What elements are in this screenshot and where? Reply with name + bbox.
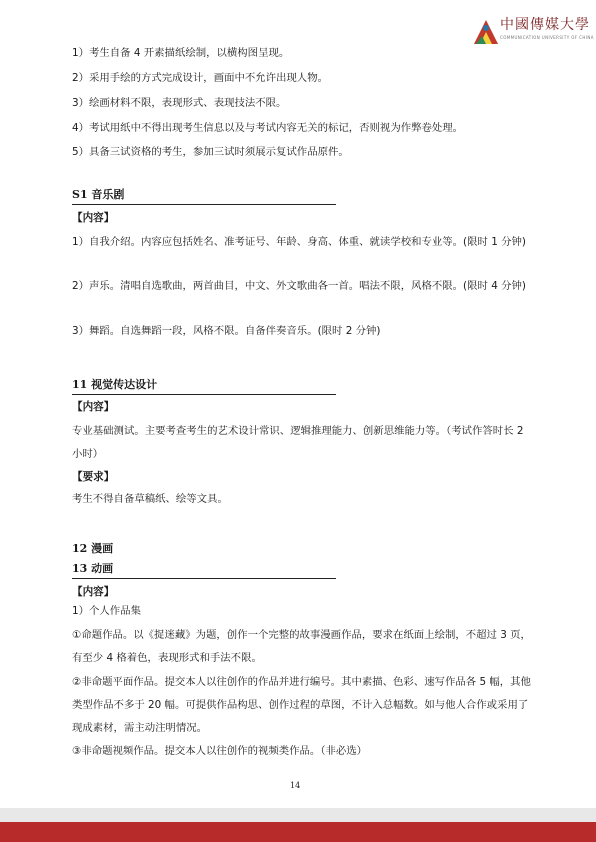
content-label: 【内容】 [72,586,115,598]
content-label: 【内容】 [72,212,115,224]
list-item: ③非命题视频作品。提交本人以往创作的视频类作品。（非必选） [72,745,368,757]
section-divider [72,578,336,579]
page-number: 14 [290,781,301,790]
section-divider [72,204,336,205]
list-item: 2）采用手绘的方式完成设计，画面中不允许出现人物。 [72,72,328,84]
footer-band-red [0,822,596,842]
content-text: 专业基础测试。主要考查考生的艺术设计常识、逻辑推理能力、创新思维能力等。（考试作答时长 2 小时） [72,425,524,460]
list-item: 5）具备三试资格的考生，参加三试时须展示复试作品原件。 [72,146,349,158]
require-text: 考生不得自备草稿纸、绘等文具。 [72,493,228,505]
section-heading-s1: S1 音乐剧 [72,188,125,201]
footer-band-gray [0,808,596,822]
list-item: ①命题作品。以《捉迷藏》为题，创作一个完整的故事漫画作品，要求在纸面上绘制，不超过 3 页，有至少 4 格着色，表现形式和手法不限。 [72,629,531,664]
section-divider [72,394,336,395]
section-heading-11: 11 视觉传达设计 [72,378,158,391]
university-logo-subtitle: COMMUNICATION UNIVERSITY OF CHINA [500,35,594,40]
list-item: 1）自我介绍。内容应包括姓名、准考证号、年龄、身高、体重、就读学校和专业等。(限时 1 分钟) [72,236,526,248]
university-logo-text: 中國傳媒大學 [500,17,590,33]
list-item: 2）声乐。清唱自选歌曲，两首曲目，中文、外文歌曲各一首。唱法不限，风格不限。(限时 4 分钟) [72,280,526,292]
list-item: 4）考试用纸中不得出现考生信息以及与考试内容无关的标记，否则视为作弊卷处理。 [72,122,464,134]
require-label: 【要求】 [72,471,115,483]
list-item: 1）考生自备 4 开素描纸绘制，以横构图呈现。 [72,47,290,59]
content-label: 【内容】 [72,401,115,413]
sub-title: 1）个人作品集 [72,605,141,617]
list-item: 3）舞蹈。自选舞蹈一段，风格不限。自备伴奏音乐。(限时 2 分钟) [72,325,381,337]
list-item: 3）绘画材料不限，表现形式、表现技法不限。 [72,97,287,109]
list-item: ②非命题平面作品。提交本人以往创作的作品并进行编号。其中素描、色彩、速写作品各 5 幅，其他类型作品不多于 20 幅。可提供作品构思、创作过程的草图，不计入总幅数。如与他人合作或采用了现成素材，需主动注明情况。 [72,676,531,734]
section-heading-13: 13 动画 [72,562,114,575]
section-heading-12: 12 漫画 [72,542,114,555]
